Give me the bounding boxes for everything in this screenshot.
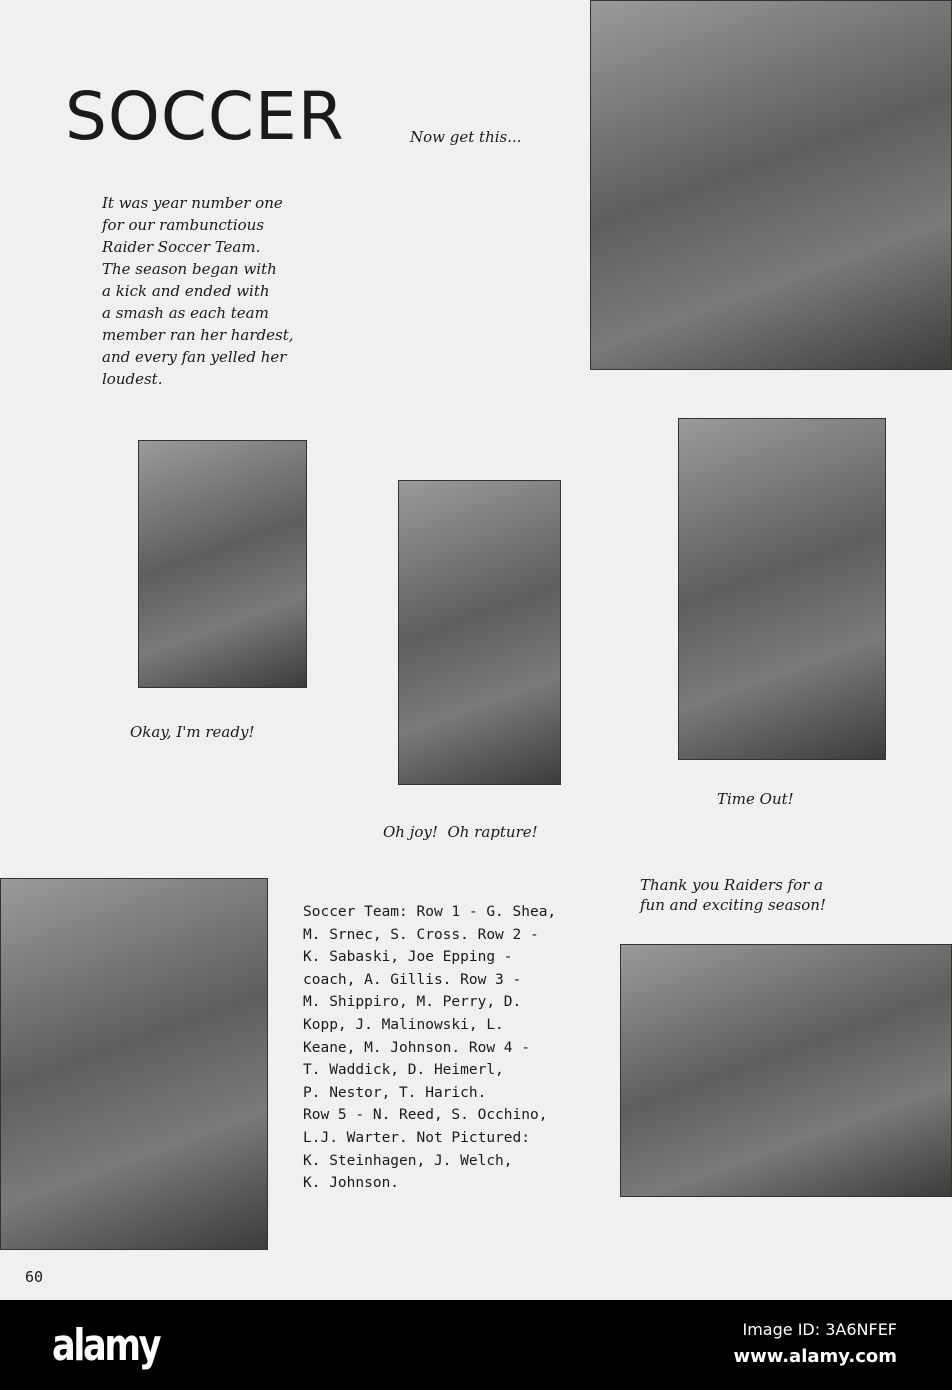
- caption-thanks: Thank you Raiders for a fun and exciting season!: [640, 876, 826, 914]
- photo-player-ready: [138, 440, 307, 688]
- intro-paragraph: It was year number one for our rambunctious Raider Soccer Team. The season began with a kick and ended with a smash as each team member ran her hardest, and every fan yelled her loudest.: [102, 194, 294, 388]
- team-roster: Soccer Team: Row 1 - G. Shea, M. Srnec, S. Cross. Row 2 - K. Sabaski, Joe Epping - coach, A. Gillis. Row 3 - M. Shippiro, M. Perry, D. Kopp, J. Malinowski, L. Keane, M. Johnson. Row 4 - T. Waddick, D. Heimerl, P. Nestor, T. Harich. Row 5 - N. Reed, S. Occhino, L.J. Warter. Not Pictured: K. Steinhagen, J. Welch, K. Johnson.: [303, 904, 557, 1192]
- photo-player-timeout: [678, 418, 886, 760]
- photo-team: [0, 878, 268, 1250]
- photo-coach-huddle: [590, 0, 952, 370]
- caption-ready: Okay, I'm ready!: [130, 723, 255, 741]
- page-number: 60: [25, 1268, 44, 1286]
- alamy-logo: alamy: [52, 1320, 160, 1371]
- image-id: Image ID: 3A6NFEF: [742, 1320, 897, 1339]
- watermark-footer: [0, 1300, 952, 1390]
- photo-player-joy: [398, 480, 561, 785]
- photo-game-action: [620, 944, 952, 1197]
- caption-timeout: Time Out!: [717, 790, 794, 808]
- site-url: www.alamy.com: [733, 1346, 897, 1367]
- caption-joy: Oh joy! Oh rapture!: [383, 823, 538, 841]
- tagline: Now get this...: [410, 128, 522, 146]
- page-title: SOCCER: [65, 78, 345, 155]
